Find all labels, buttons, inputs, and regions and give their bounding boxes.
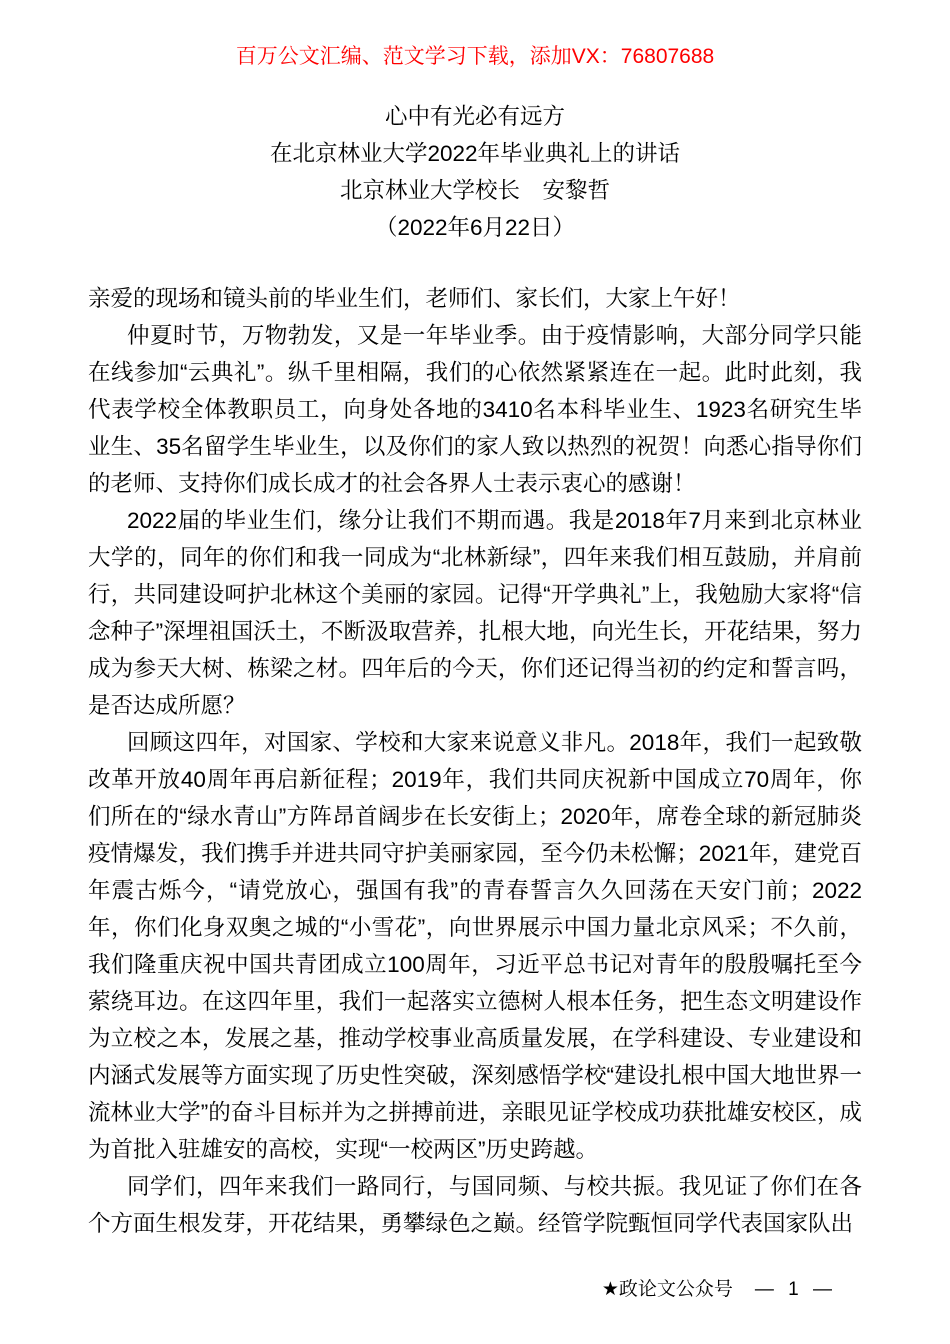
title-block: [0, 98, 950, 246]
body-paragraph: 回顾这四年，对国家、学校和大家来说意义非凡。2018年，我们一起致敬改革开放40周年再启新征程；2019年，我们共同庆祝新中国成立70周年，你们所在的“绿水青山”方阵昂首阔步在长安街上；2020年，席卷全球的新冠肺炎疫情爆发，我们携手并进共同守护美丽家园，至今仍未松懈；2021年，建党百年震古烁今，“请党放心，强国有我”的青春誓言久久回荡在天安门前；2022年，你们化身双奥之城的“小雪花”，向世界展示中国力量北京风采；不久前，我们隆重庆祝中国共青团成立100周年，习近平总书记对青年的殷殷嘱托至今萦绕耳边。在这四年里，我们一起落实立德树人根本任务，把生态文明建设作为立校之本，发展之基，推动学校事业高质量发展，在学科建设、专业建设和内涵式发展等方面实现了历史性突破，深刻感悟学校“建设扎根中国大地世界一流林业大学”的奋斗目标并为之拼搏前进，亲眼见证学校成功获批雄安校区，成为首批入驻雄安的高校，实现“一校两区”历史跨越。: [88, 730, 862, 1162]
page-number: — 1 —: [754, 1279, 832, 1300]
speech-body: [88, 280, 862, 1242]
promo-text: 百万公文汇编、范文学习下载，添加VX：76807688: [235, 45, 715, 68]
promo-banner: [0, 0, 950, 69]
body-paragraph: 仲夏时节，万物勃发，又是一年毕业季。由于疫情影响，大部分同学只能在线参加“云典礼”。纵千里相隔，我们的心依然紧紧连在一起。此时此刻，我代表学校全体教职员工，向身处各地的3410名本科毕业生、1923名研究生毕业生、35名留学生毕业生，以及你们的家人致以热烈的祝贺！向悉心指导你们的老师、支持你们成长成才的社会各界人士表示衷心的感谢！: [88, 323, 862, 496]
speaker-line: 北京林业大学校长 安黎哲: [339, 178, 610, 203]
body-paragraph: 亲爱的现场和镜头前的毕业生们，老师们、家长们，大家上午好！: [88, 286, 741, 311]
body-paragraph: 2022届的毕业生们，缘分让我们不期而遇。我是2018年7月来到北京林业大学的，同年的你们和我一同成为“北林新绿”，四年来我们相互鼓励，并肩前行，共同建设呵护北林这个美丽的家园。记得“开学典礼”上，我勉励大家将“信念种子”深埋祖国沃土，不断汲取营养，扎根大地，向光生长，开花结果，努力成为参天大树、栋梁之材。四年后的今天，你们还记得当初的约定和誓言吗，是否达成所愿？: [88, 508, 862, 718]
body-paragraph: 同学们，四年来我们一路同行，与国同频、与校共振。我见证了你们在各个方面生根发芽，开花结果，勇攀绿色之巅。经管学院甄恒同学代表国家队出: [88, 1174, 862, 1236]
document-title: 心中有光必有远方: [384, 104, 565, 129]
page-footer: [602, 1278, 832, 1302]
document-subtitle: 在北京林业大学2022年毕业典礼上的讲话: [269, 141, 681, 166]
footer-account-label: ★政论文公众号: [601, 1279, 733, 1300]
date-line: （2022年6月22日）: [374, 215, 576, 240]
